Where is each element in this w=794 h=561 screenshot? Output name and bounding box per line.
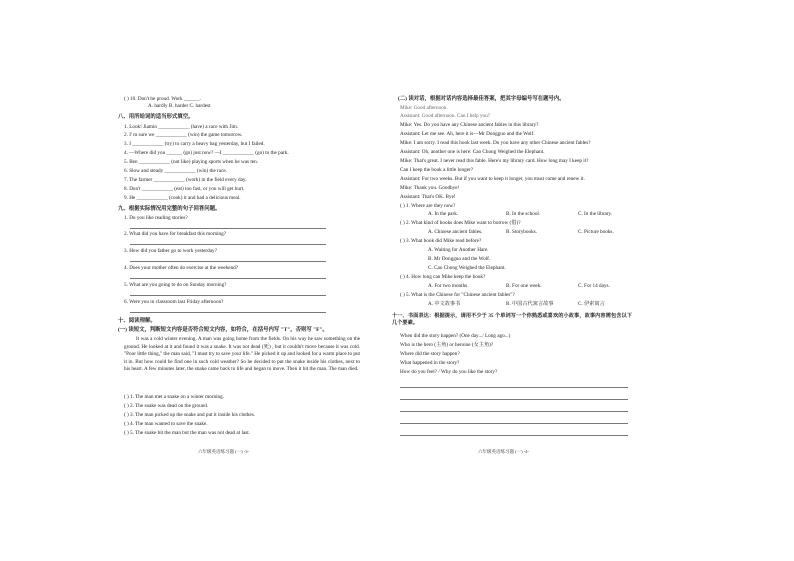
mc-question: ( ) 1. Where are they now? (400, 203, 456, 209)
writing-prompt: What happened in the story? (400, 360, 460, 366)
question-item: 6. Were you in classroom last Friday afternoon? (124, 299, 224, 305)
tf-item: ( ) 3. The man picked up the snake and put it inside his clothes. (124, 412, 256, 418)
section-10-title: 十、阅读理解。 (118, 318, 156, 324)
part-b-title: (二) 读对话，根据对话内容选择最佳答案，把其字母编号写在题号内。 (398, 96, 565, 102)
answer-line[interactable] (130, 311, 326, 313)
fill-item: 9. He ____________ (cook) it and had a delicious meal. (124, 195, 241, 201)
writing-prompt: When did the story happen? (One day.../ Long ago...) (400, 333, 511, 339)
mc-option: A. Chinese ancient fables. (428, 229, 483, 235)
dialogue-line: Mike: I am sorry. I read this book last week. Do you have any other Chinese ancient fables? (400, 140, 591, 146)
fill-item: 8. Don't ____________ (eat) too fast, or you will get hurt. (124, 186, 245, 192)
fill-item: 1. Look! Jiamin ____________ (have) a race with Jim. (124, 124, 239, 130)
answer-line[interactable] (130, 243, 326, 245)
exam-sheet (118, 88, 648, 468)
tf-item: ( ) 5. The snake bit the man but the man was not dead at last. (124, 430, 250, 436)
tf-item: ( ) 1. The man met a snake on a winter morning. (124, 394, 225, 400)
question-item: 3. How did you father go to work yesterday? (124, 248, 217, 254)
mc-option: C. Picture books. (578, 229, 614, 235)
writing-line[interactable] (400, 422, 628, 424)
dialogue-line: Mike: Good afternoon. (400, 105, 448, 111)
answer-line[interactable] (130, 277, 326, 279)
section-8-title: 八、用所给词的适当形式填空。 (118, 114, 194, 120)
right-footer: 六年级英语练习题 (一) -4- (478, 449, 529, 454)
dialogue-line: Assistant: Good afternoon. Can I help you? (400, 113, 491, 119)
writing-prompt: Who is the hero (主角) or heroine (女主角)? (400, 342, 494, 348)
answer-line[interactable] (130, 294, 326, 296)
fill-item: 5. Ben ____________ (not like) playing sports when he was ten. (124, 159, 258, 165)
dialogue-line: Can I keep the book a little longer? (400, 167, 474, 173)
question-item: 2. What did you have for breakfast this morning? (124, 231, 227, 237)
dialogue-line: Assistant: For two weeks. But if you want to keep it longer, you must come and renew it. (400, 176, 585, 182)
question-item: 5. What are you going to do on Sunday morning? (124, 282, 227, 288)
mc-option: B. For one week. (506, 283, 542, 289)
story-passage: It was a cold winter evening. A man was going home from the fields. On his way he saw something on the ground. He looked at it and found it was a snake. It was not dead (死) , but it couldn't move because it was cold. "Poor little thing," the man said, "I must try to save your life." He picked it up and looked for a warm place to put it in. But how could he find one in such cold weather? So he decided to put the snake inside his clothes, next to his heart. A few minutes later, the snake came back to life and began to move. Then it bit the man. The man died. (124, 336, 360, 373)
mc-question: ( ) 4. How long can Mike keep the book? (400, 274, 486, 280)
q10-options: A. hardly B. harder C. hardest (148, 103, 211, 109)
mc-option: B. 中国古代寓言故事 (506, 301, 554, 307)
mc-option: A. Waiting for Another Hare. (428, 247, 489, 253)
mc-option: B. Storybooks. (506, 229, 537, 235)
fill-item: 6. Slow and steady ____________ (win) the race. (124, 168, 228, 174)
fill-item: 3. I ____________ (try) to carry a heavy bag yesterday, but I failed. (124, 141, 265, 147)
mc-question: ( ) 5. What is the Chinese for "Chinese ancient fables"? (400, 292, 515, 298)
mc-option: A. For two months. (428, 283, 469, 289)
writing-line[interactable] (400, 398, 628, 400)
dialogue-line: Mike: Yes. Do you have any Chinese ancient fables in this library? (400, 122, 539, 128)
writing-line[interactable] (400, 386, 628, 388)
mc-option: B. Mr Dongguo and the Wolf. (428, 256, 491, 262)
fill-item: 2. I' m sure we ____________ (win) the game tomorrow. (124, 132, 243, 138)
mc-option: C. Cao Chong Weighed the Elephant. (428, 265, 506, 271)
mc-question: ( ) 3. What book did Mike read before? (400, 238, 482, 244)
mc-option: B. In the school. (506, 211, 541, 217)
writing-prompt: Where did the story happen? (400, 351, 460, 357)
mc-option: C. In the library. (578, 211, 613, 217)
tf-item: ( ) 2. The snake was dead on the ground. (124, 403, 209, 409)
mc-option: C. 伊索寓言 (578, 301, 605, 307)
part-a-title: (一) 读短文，判断短文内容是否符合短文内容，如符合，在括号内写 "T"，否则写 "F"。 (118, 327, 328, 333)
left-footer: 六年级英语练习题 (一) -3- (198, 449, 249, 454)
fill-item: 7. The farmer ____________ (work) in the field every day. (124, 177, 247, 183)
answer-line[interactable] (130, 260, 326, 262)
dialogue-line: Assistant: Oh, another one is here: Cao Chong Weighed the Elephant. (400, 149, 545, 155)
mc-option: A. In the park. (428, 211, 459, 217)
fill-item: 4. —Where did you ______ (go) just now? —I ____________ (go) to the park. (124, 150, 289, 156)
writing-line[interactable] (400, 410, 628, 412)
mc-question: ( ) 2. What kind of books does Mike want to borrow (借)? (400, 220, 521, 226)
dialogue-line: Assistant: That's OK. Bye! (400, 194, 456, 200)
writing-line[interactable] (400, 434, 628, 436)
dialogue-line: Assistant: Let me see. Ah, here it is—Mr Dongguo and the Wolf. (400, 131, 535, 137)
question-item: 1. Do you like reading stories? (124, 215, 188, 221)
mc-option: A. 中文故事书 (428, 301, 461, 307)
mc-option: C. For 14 days. (578, 283, 610, 289)
section-9-title: 九、根据实际情况用完整的句子回答问题。 (118, 206, 221, 212)
q10-text: ( ) 10. Don't be proud. Work ______. (124, 96, 201, 102)
question-item: 4. Does your mother often do exercise at the weekend? (124, 265, 239, 271)
dialogue-line: Mike: That's great. I never read this fable. Here's my library card. How long may I keep it? (400, 158, 589, 164)
dialogue-line: Mike: Thank you. Goodbye! (400, 185, 460, 191)
tf-item: ( ) 4. The man wanted to save the snake. (124, 421, 208, 427)
writing-prompt: How do you feel? / Why do you like the story? (400, 369, 498, 375)
section-11-title: 十一、书面表达：根据提示，请用不少于 35 个单词写一个你熟悉或喜欢的小故事，故事内容需包含以下几个要素。 (392, 313, 632, 326)
answer-line[interactable] (130, 227, 326, 229)
